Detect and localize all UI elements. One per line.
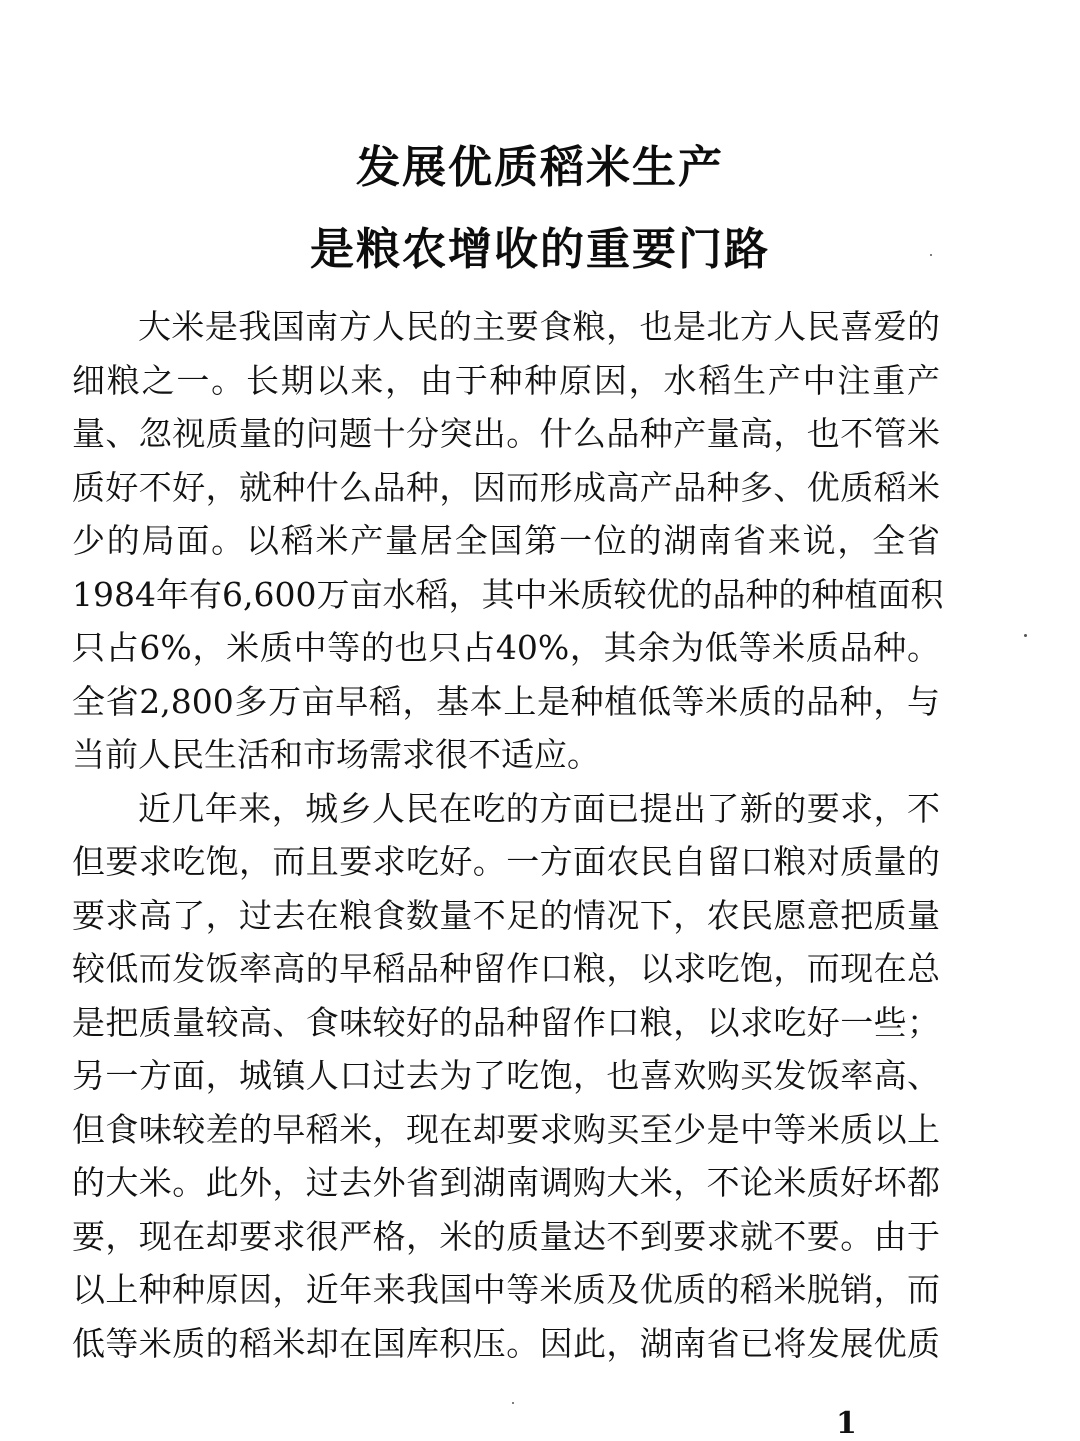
text-line: 要，现在却要求很严格，米的质量达不到要求就不要。由于 [72, 1216, 940, 1256]
text-line: 量、忽视质量的问题十分突出。什么品种产量高，也不管米 [72, 414, 940, 453]
text-line: 但食味较差的早稻米，现在却要求购买至少是中等米质以上 [72, 1109, 940, 1149]
text-line: 1984年有6,600万亩水稻，其中米质较优的品种的种植面积 [72, 574, 944, 614]
text-line: 较低而发饭率高的早稻品种留作口粮，以求吃饱，而现在总 [72, 949, 940, 988]
scan-speck [512, 1402, 514, 1404]
text-line: 全省2,800多万亩早稻，基本上是种植低等米质的品种，与 [72, 681, 940, 721]
text-line: 另一方面，城镇人口过去为了吃饱，也喜欢购买发饭率高、 [72, 1056, 940, 1095]
body-text [72, 300, 944, 1370]
text-line: 低等米质的稻米却在国库积压。因此，湖南省已将发展优质 [72, 1323, 940, 1363]
scan-speck [1024, 634, 1027, 637]
text-line: 近几年来，城乡人民在吃的方面已提出了新的要求，不 [138, 788, 940, 828]
text-line: 大米是我国南方人民的主要食粮，也是北方人民喜爱的 [138, 307, 940, 346]
page-title-line-1: 发展优质稻米生产 [356, 142, 724, 193]
text-line: 只占6%，米质中等的也只占40%，其余为低等米质品种。 [72, 628, 940, 667]
text-line: 的大米。此外，过去外省到湖南调购大米，不论米质好坏都 [72, 1163, 940, 1202]
page-title-line-2: 是粮农增收的重要门路 [310, 224, 770, 275]
text-line: 少的局面。以稻米产量居全国第一位的湖南省来说，全省 [72, 521, 940, 560]
text-line: 以上种种原因，近年来我国中等米质及优质的稻米脱销，而 [72, 1270, 940, 1309]
text-line: 但要求吃饱，而且要求吃好。一方面农民自留口粮对质量的 [72, 842, 940, 881]
text-line: 要求高了，过去在粮食数量不足的情况下，农民愿意把质量 [72, 895, 940, 935]
text-line: 细粮之一。长期以来，由于种种原因，水稻生产中注重产 [72, 360, 940, 400]
text-line: 当前人民生活和市场需求很不适应。 [72, 735, 600, 774]
scan-speck [930, 254, 932, 256]
text-line: 质好不好，就种什么品种，因而形成高产品种多、优质稻米 [72, 467, 940, 507]
page-number: 1 [836, 1406, 857, 1441]
text-line: 是把质量较高、食味较好的品种留作口粮，以求吃好一些； [72, 1002, 940, 1042]
